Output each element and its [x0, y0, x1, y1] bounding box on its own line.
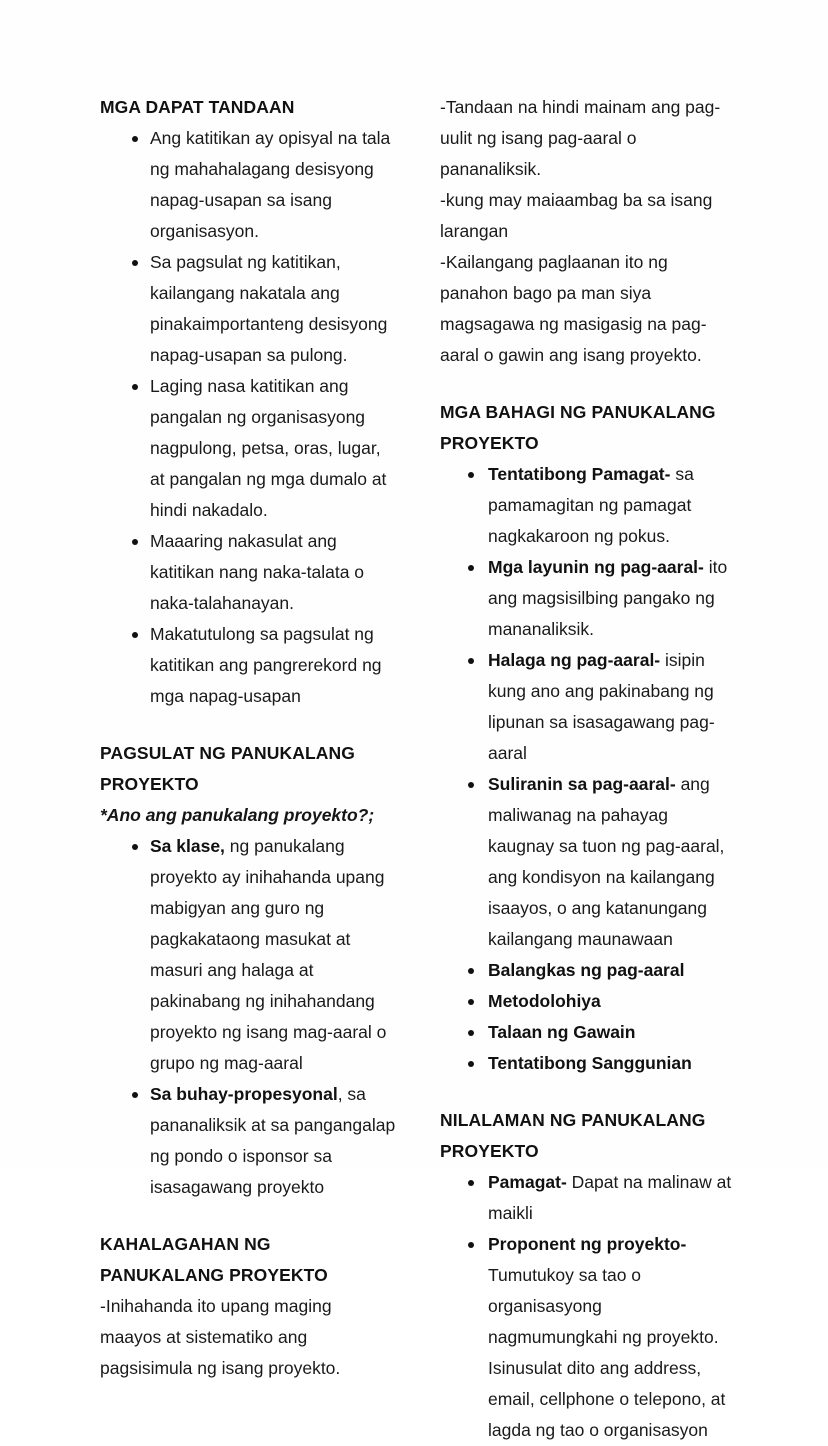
list-item-bold-lead: Halaga ng pag-aaral-	[488, 650, 661, 670]
list-item	[440, 769, 736, 955]
list-item	[100, 526, 396, 619]
section-continuation-notes	[440, 92, 736, 371]
list-item-text: Laging nasa katitikan ang pangalan ng organisasyong nagpulong, petsa, oras, lugar, at pangalan ng mga dumalo at hindi nakadalo.	[150, 376, 387, 520]
paragraph: -Kailangang paglaanan ito ng panahon bago pa man siya magsagawa ng masigasig na pag-aaral o gawin ang isang proyekto.	[440, 252, 707, 365]
paragraph: -Tandaan na hindi mainam ang pag-uulit ng isang pag-aaral o pananaliksik.	[440, 97, 721, 179]
list-item-text: Sa pagsulat ng katitikan, kailangang nakatala ang pinakaimportanteng desisyong napag-usapan sa pulong.	[150, 252, 388, 365]
section-mga-dapat-tandaan	[100, 92, 396, 712]
list-item	[440, 1167, 736, 1229]
list-item	[100, 619, 396, 712]
list-item	[100, 831, 396, 1079]
section-heading: MGA BAHAGI NG PANUKALANG PROYEKTO	[440, 402, 716, 453]
list-item	[440, 955, 736, 986]
section-italic-note: *Ano ang panukalang proyekto?;	[100, 805, 375, 825]
list-item-bold-lead: Tentatibong Sanggunian	[488, 1053, 692, 1073]
bullet-list	[100, 831, 396, 1203]
list-item-bold-lead: Proponent ng proyekto-	[488, 1234, 687, 1254]
section-kahalagahan-ng-panukalang-proyekto	[100, 1229, 396, 1384]
list-item	[100, 123, 396, 247]
bullet-list	[440, 459, 736, 1079]
list-item	[440, 1017, 736, 1048]
list-item-text: Tumutukoy sa tao o organisasyong nagmumungkahi ng proyekto. Isinusulat dito ang address, email, cellphone o telepono, at lagda ng tao o organisasyon	[488, 1265, 726, 1440]
list-item-text: Dapat na malinaw at maikli	[488, 1172, 732, 1223]
list-item	[440, 459, 736, 552]
list-item-bold-lead: Balangkas ng pag-aaral	[488, 960, 685, 980]
right-column	[440, 92, 736, 1446]
list-item	[440, 645, 736, 769]
list-item-text: Ang katitikan ay opisyal na tala ng mahahalagang desisyong napag-usapan sa isang organisasyon.	[150, 128, 391, 241]
bullet-list	[440, 1167, 736, 1446]
section-heading: MGA DAPAT TANDAAN	[100, 97, 295, 117]
list-item-text: ng panukalang proyekto ay inihahanda upang mabigyan ang guro ng pagkakataong masukat at masuri ang halaga at pakinabang ng inihahandang proyekto ng isang mag-aaral o grupo ng mag-aaral	[150, 836, 387, 1073]
list-item	[440, 986, 736, 1017]
list-item-text: isipin kung ano ang pakinabang ng lipunan sa isasagawang pag-aaral	[488, 650, 715, 763]
section-heading: NILALAMAN NG PANUKALANG PROYEKTO	[440, 1110, 706, 1161]
list-item	[440, 1229, 736, 1446]
list-item	[440, 552, 736, 645]
section-heading: KAHALAGAHAN NG PANUKALANG PROYEKTO	[100, 1234, 328, 1285]
list-item-bold-lead: Mga layunin ng pag-aaral-	[488, 557, 704, 577]
list-item-bold-lead: Sa buhay-propesyonal	[150, 1084, 338, 1104]
list-item-bold-lead: Pamagat-	[488, 1172, 567, 1192]
list-item-text: sa pamamagitan ng pamagat nagkakaroon ng pokus.	[488, 464, 694, 546]
left-column	[100, 92, 396, 1384]
list-item-bold-lead: Metodolohiya	[488, 991, 601, 1011]
list-item-text: ang maliwanag na pahayag kaugnay sa tuon ng pag-aaral, ang kondisyon na kailangang isaayos, o ang katanungang kailangang maunawaan	[488, 774, 725, 949]
bullet-list	[100, 123, 396, 712]
list-item	[440, 1048, 736, 1079]
list-item-bold-lead: Tentatibong Pamagat-	[488, 464, 671, 484]
list-item-bold-lead: Suliranin sa pag-aaral-	[488, 774, 676, 794]
two-column-layout	[100, 92, 732, 1446]
list-item	[100, 247, 396, 371]
section-pagsulat-ng-panukalang-proyekto	[100, 738, 396, 1203]
section-mga-bahagi-ng-panukalang-proyekto	[440, 397, 736, 1079]
section-nilalaman-ng-panukalang-proyekto	[440, 1105, 736, 1446]
list-item	[100, 371, 396, 526]
list-item-bold-lead: Talaan ng Gawain	[488, 1022, 636, 1042]
paragraph: -kung may maiaambag ba sa isang larangan	[440, 190, 713, 241]
list-item	[100, 1079, 396, 1203]
section-heading: PAGSULAT NG PANUKALANG PROYEKTO	[100, 743, 355, 794]
list-item-bold-lead: Sa klase,	[150, 836, 225, 856]
list-item-text: Makatutulong sa pagsulat ng katitikan ang pangrerekord ng mga napag-usapan	[150, 624, 382, 706]
list-item-text: , sa pananaliksik at sa pangangalap ng pondo o isponsor sa isasagawang proyekto	[150, 1084, 396, 1197]
paragraph: -Inihahanda ito upang maging maayos at sistematiko ang pagsisimula ng isang proyekto.	[100, 1296, 341, 1378]
list-item-text: Maaaring nakasulat ang katitikan nang naka-talata o naka-talahanayan.	[150, 531, 365, 613]
list-item-text: ito ang magsisilbing pangako ng mananaliksik.	[488, 557, 728, 639]
